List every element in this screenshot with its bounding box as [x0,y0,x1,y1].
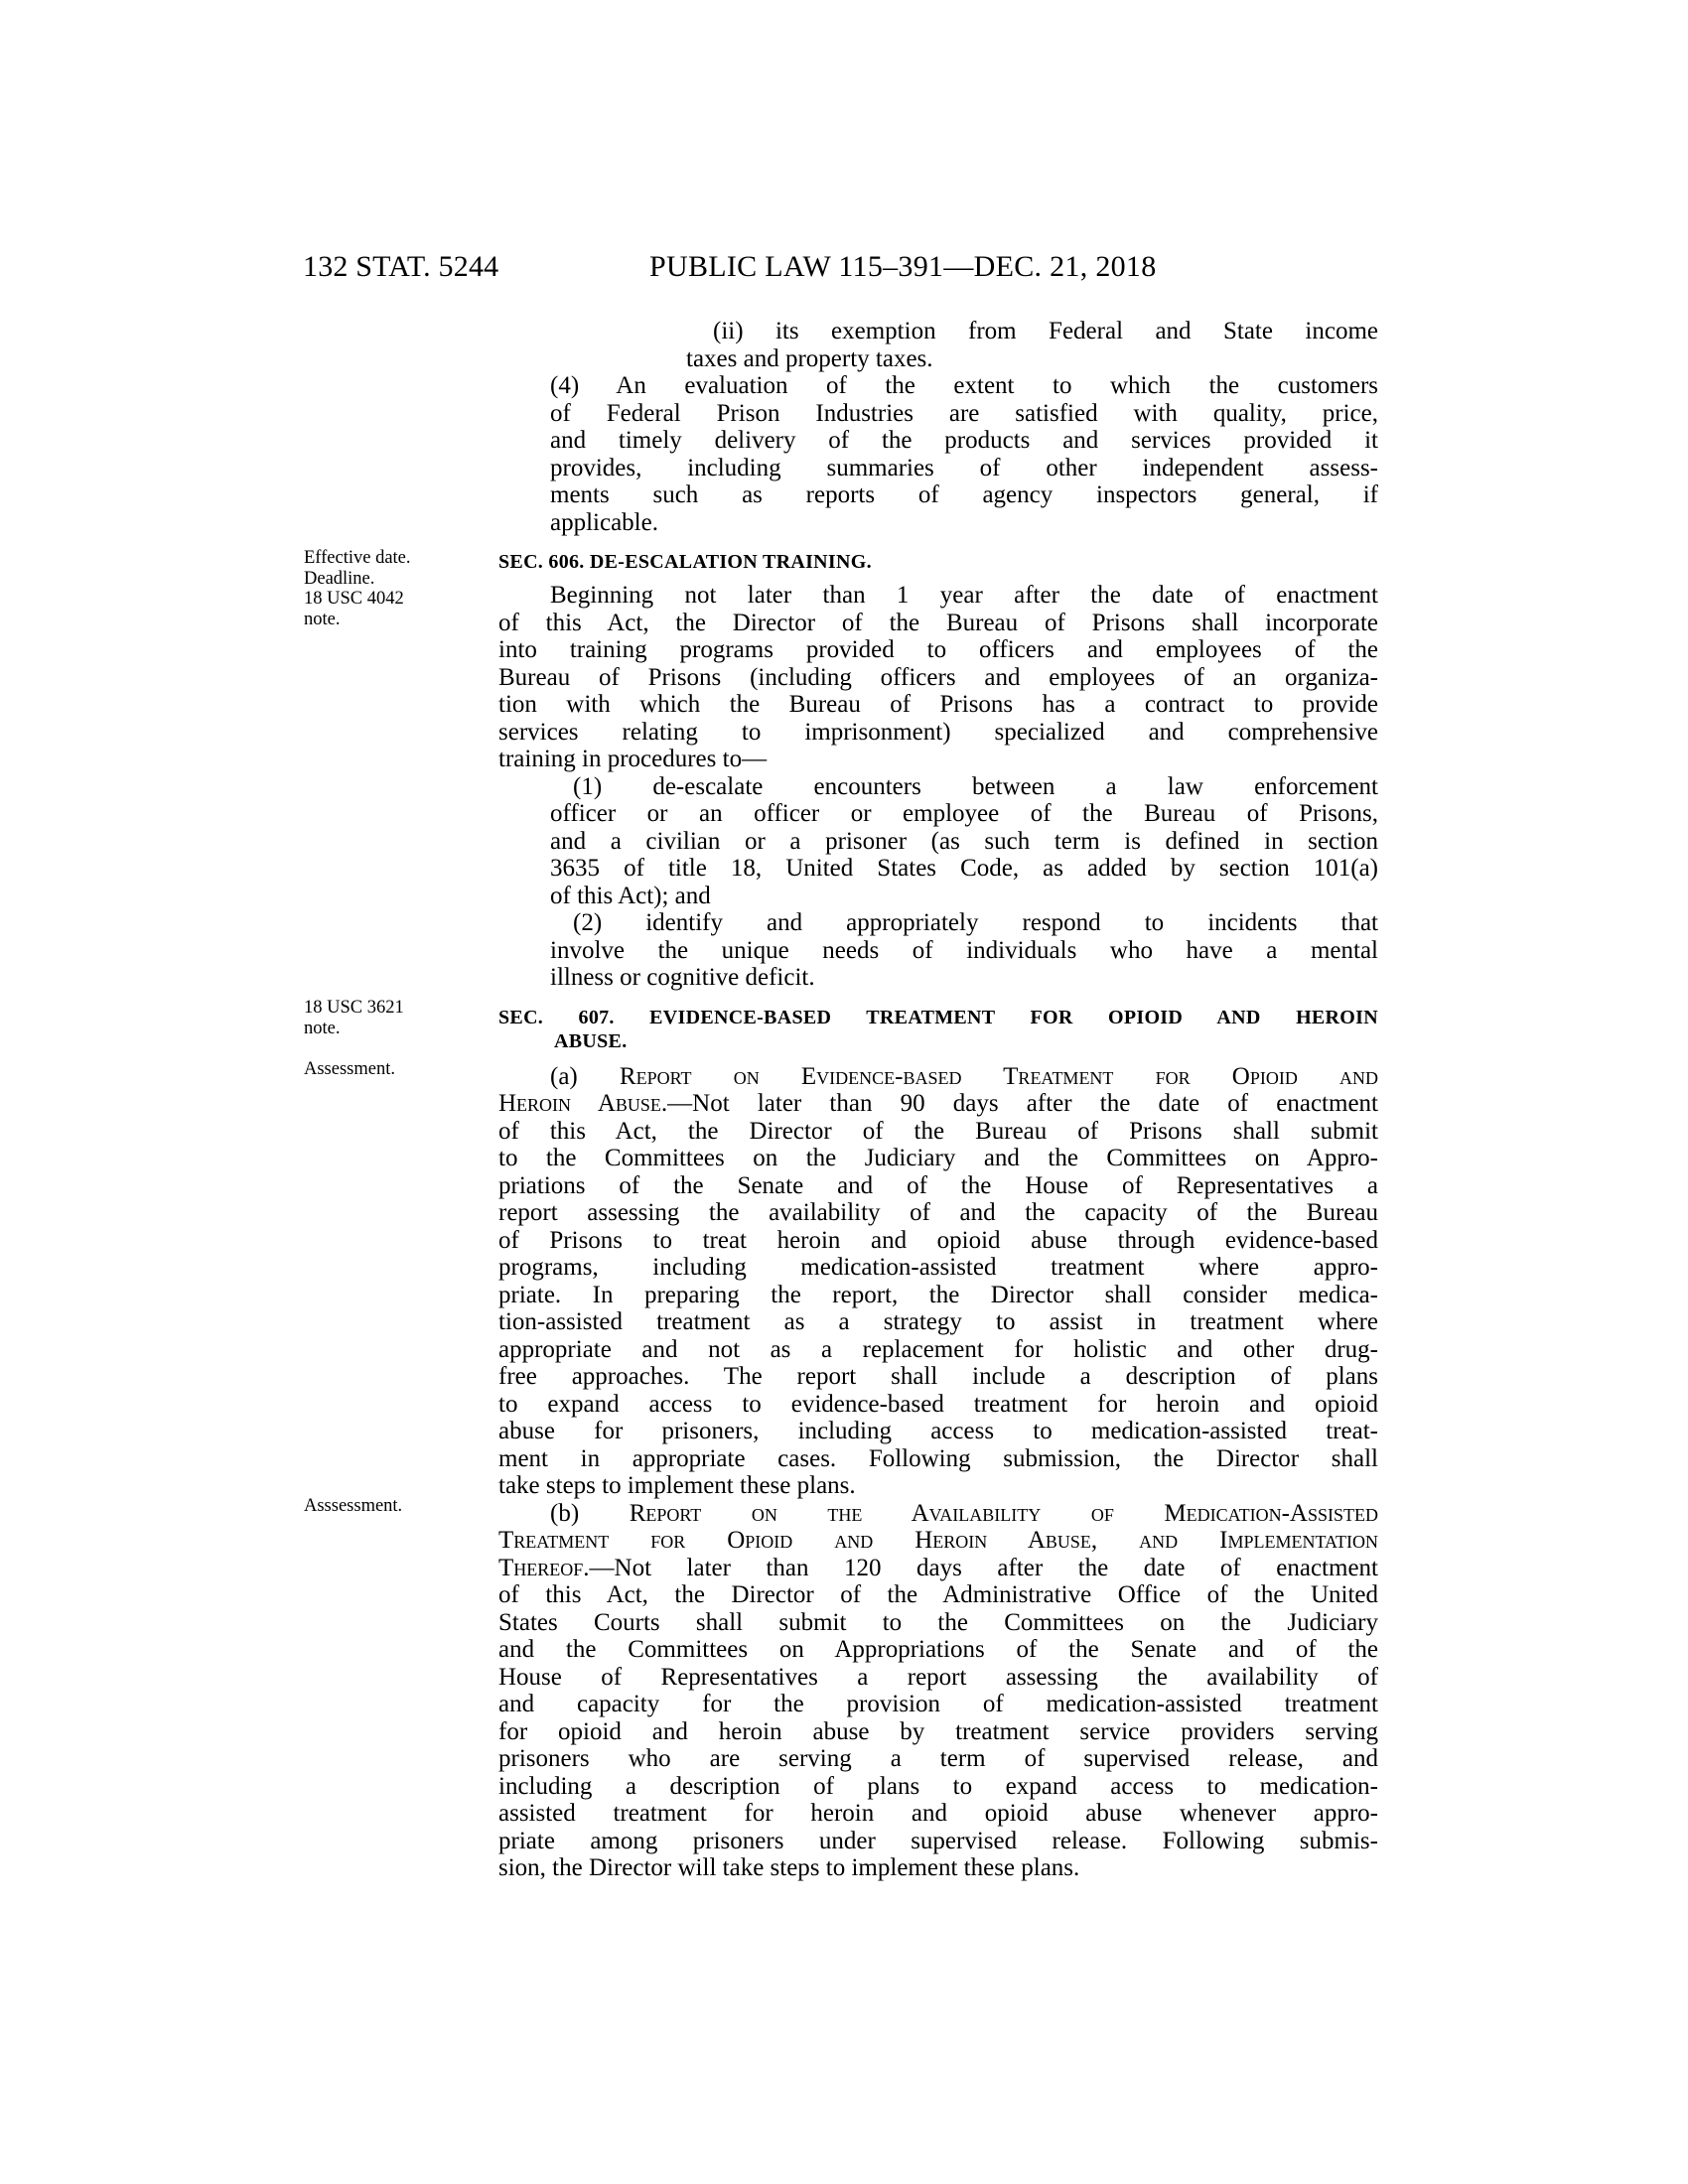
stat-citation: 132 STAT. 5244 [303,250,499,283]
paragraph-ii-exemption: (ii) its exemption from Federal and State income taxes and property taxes. [686,318,1378,372]
page-body [498,318,1378,1882]
margin-note-sec606: Effective date. Deadline. 18 USC 4042 note. [304,548,411,629]
margin-note-sec607: 18 USC 3621 note. [304,998,404,1038]
section-607-subsection-b: (b) Report on the Availability of Medication-Assisted Treatment for Opioid and Heroin Abuse, and Implementation Thereof.—Not later than 120 days after the date of enactment of this Act, the Director of the Administrative Office of the United States Courts shall submit to the Committees on the Judiciary and the Committees on Appropriations of the Senate and of the House of Representatives a report assessing the availability of and capacity for the provision of medication-assisted treatment for opioid and heroin abuse by treatment service providers serving prisoners who are serving a term of supervised release, and including a description of plans to expand access to medication- assisted treatment for heroin and opioid abuse whenever appro- priate among prisoners under supervised release. Following submis- sion, the Director will take steps to implement these plans. [498,1499,1378,1881]
section-606-paragraph: Beginning not later than 1 year after the date of enactment of this Act, the Director of the Bureau of Prisons shall incorporate into training programs provided to officers and employees of the Bureau of Prisons (including officers and employees of an organiza- tion with which the Bureau of Prisons has a contract to provide services relating to imprisonment) specialized and comprehensive training in procedures to— [498,582,1378,772]
public-law-title: PUBLIC LAW 115–391—DEC. 21, 2018 [649,250,1157,283]
section-606-item-1: (1) de-escalate encounters between a law enforcement officer or an officer or employee of the Bureau of Prisons, and a civilian or a prisoner (as such term is defined in section 3635 of title 18, United States Code, as added by section 101(a) of this Act); and [550,772,1378,909]
section-607-subsection-a: (a) Report on Evidence-based Treatment for Opioid and Heroin Abuse.—Not later than 90 days after the date of enactment of this Act, the Director of the Bureau of Prisons shall submit to the Committees on the Judiciary and the Committees on Appro- priations of the Senate and of the House of Representatives a report assessing the availability of and the capacity of the Bureau of Prisons to treat heroin and opioid abuse through evidence-based programs, including medication-assisted treatment where appro- priate. In preparing the report, the Director shall consider medica- tion-assisted treatment as a strategy to assist in treatment where appropriate and not as a replacement for holistic and other drug- free approaches. The report shall include a description of plans to expand access to evidence-based treatment for heroin and opioid abuse for prisoners, including access to medication-assisted treat- ment in appropriate cases. Following submission, the Director shall take steps to implement these plans. [498,1062,1378,1499]
section-607-heading: SEC. 607. EVIDENCE-BASED TREATMENT FOR OPIOID AND HEROIN ABUSE. [498,1006,1378,1052]
margin-note-assessment-a: Assessment. [304,1059,395,1079]
section-606-heading: SEC. 606. DE-ESCALATION TRAINING. [498,551,872,573]
margin-note-assessment-b: Asssessment. [304,1496,403,1516]
page-header [0,250,1688,290]
section-606-item-2: (2) identify and appropriately respond to incidents that involve the unique needs of individuals who have a mental illness or cognitive deficit. [550,909,1378,991]
paragraph-4-evaluation: (4) An evaluation of the extent to which the customers of Federal Prison Industries are satisfied with quality, price, and timely delivery of the products and services provided it provides, including summaries of other independent assess- ments such as reports of agency inspectors general, if applicable. [550,372,1378,536]
